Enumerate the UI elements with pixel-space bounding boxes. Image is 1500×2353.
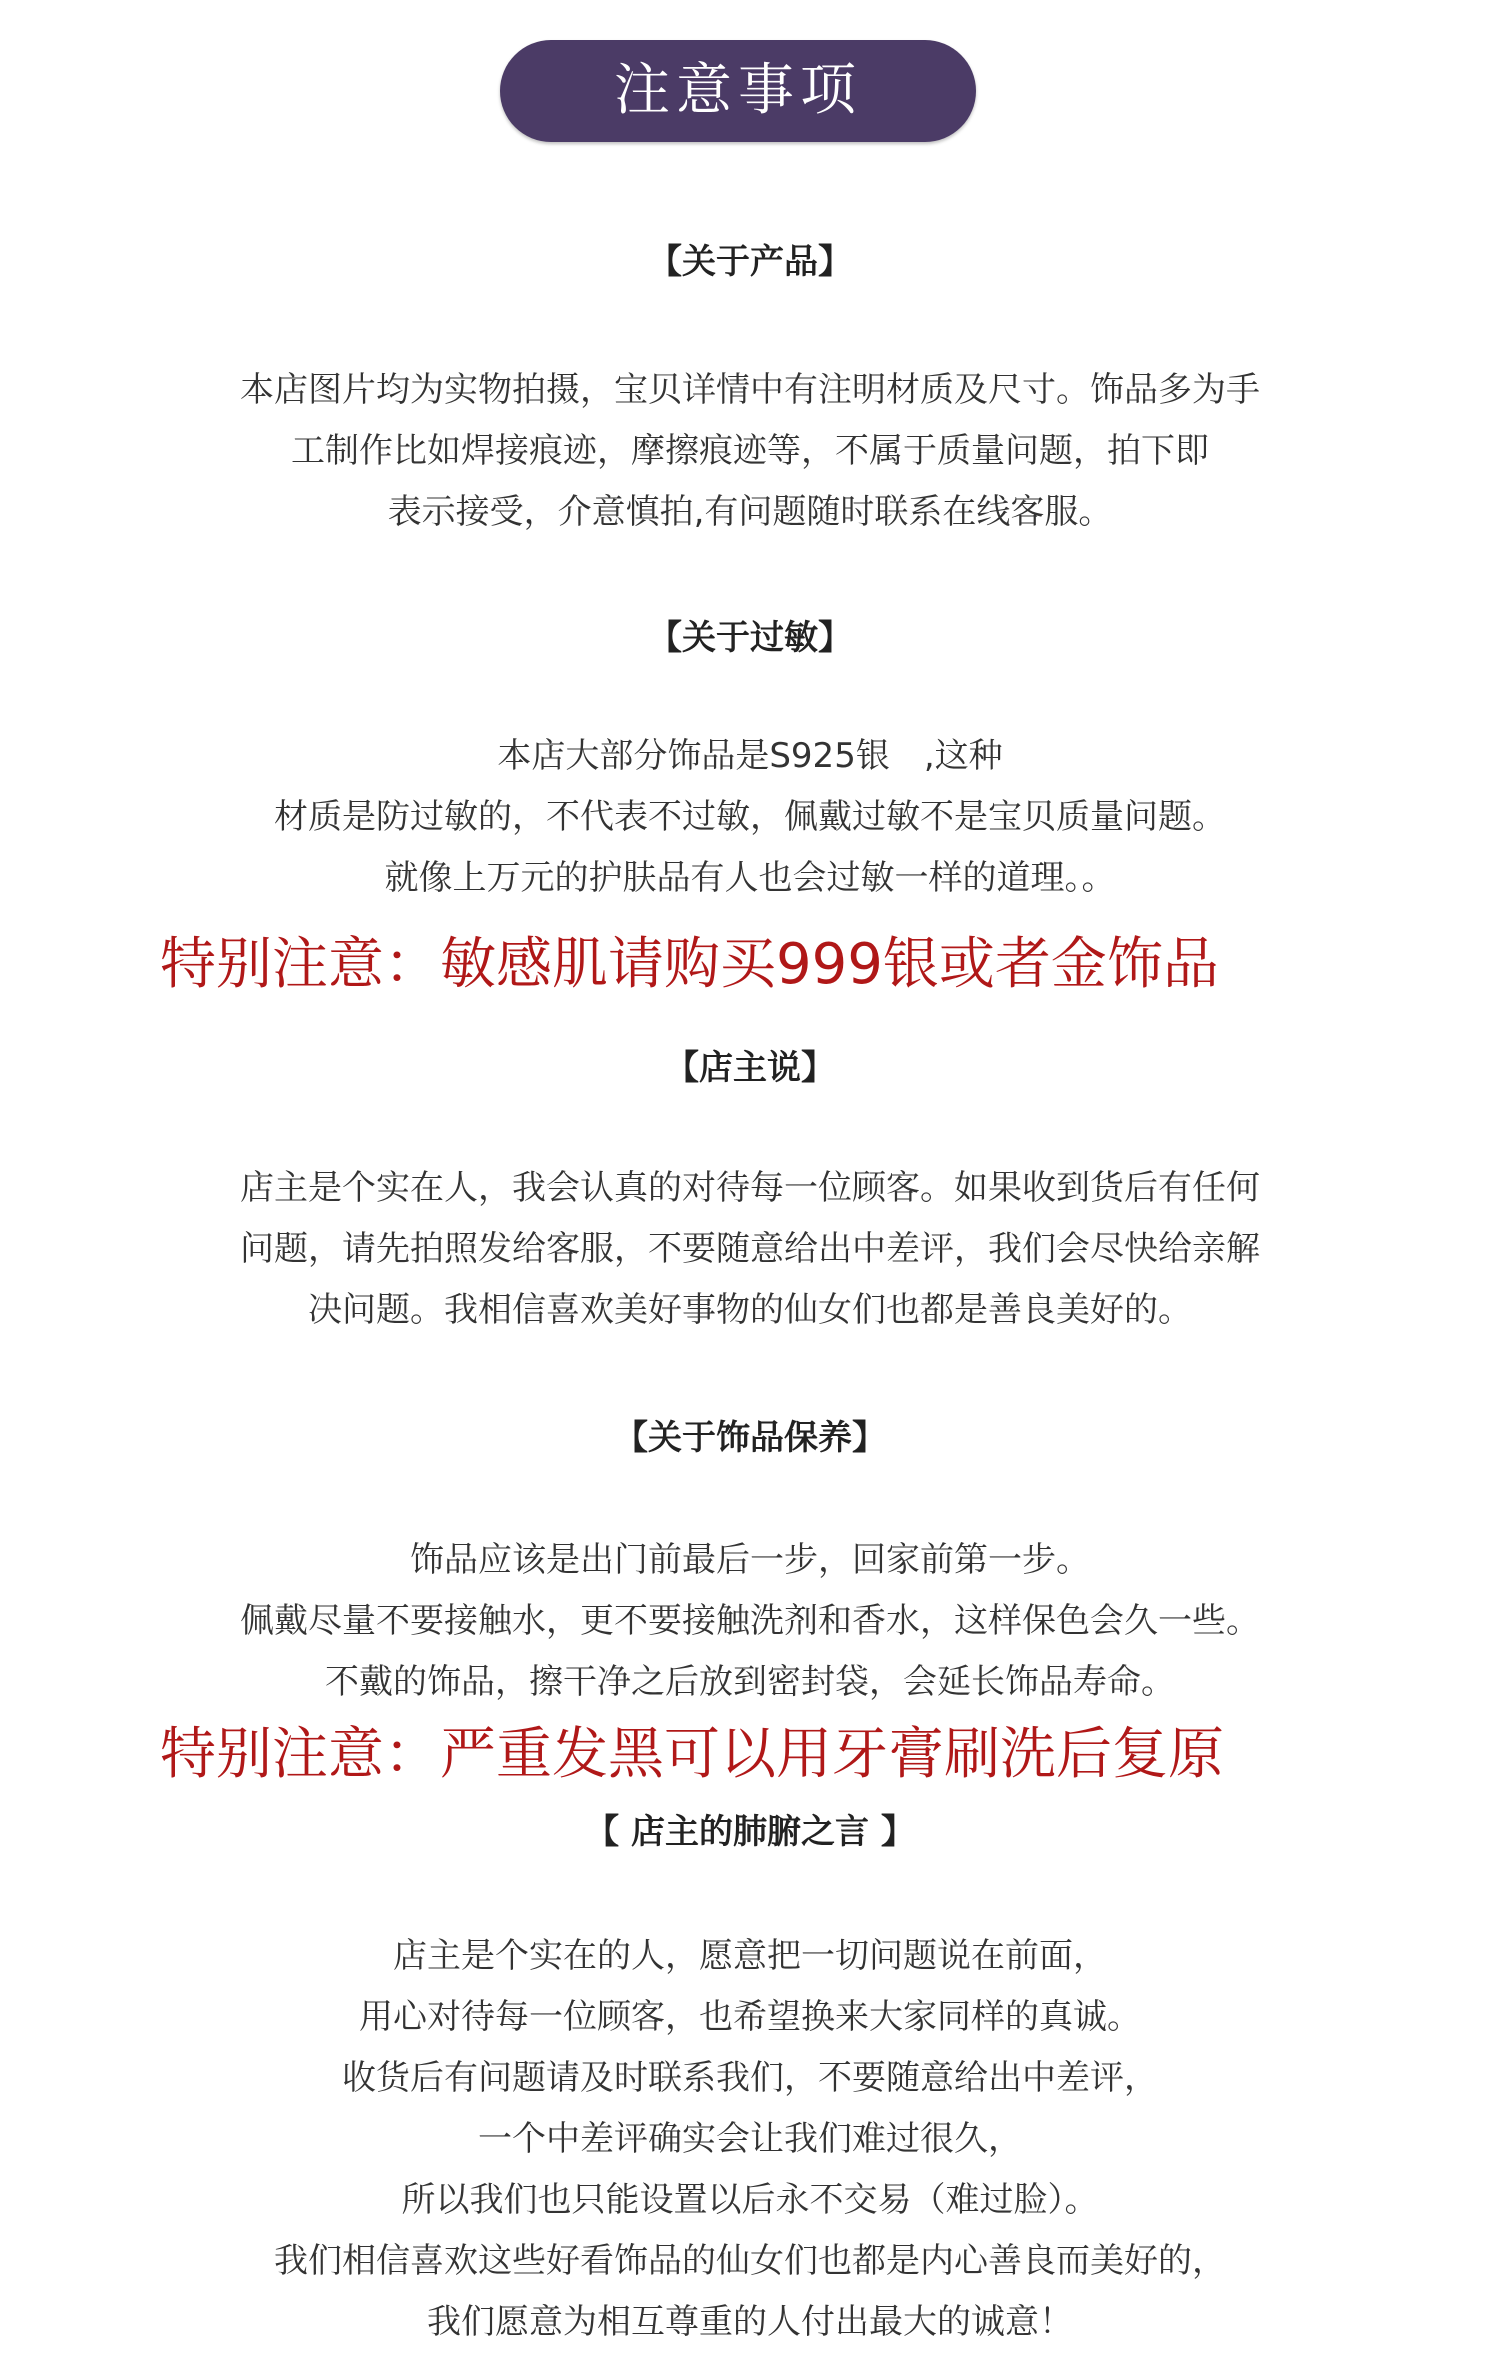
text-line: 表示接受，介意慎拍,有问题随时联系在线客服。 xyxy=(387,492,1113,532)
section-text-allergy xyxy=(100,726,1400,909)
text-line: 收货后有问题请及时联系我们，不要随意给出中差评， xyxy=(342,2058,1158,2098)
text-line: 本店大部分饰品是S925银 ,这种 xyxy=(497,736,1003,776)
text-line: 我们相信喜欢这些好看饰品的仙女们也都是内心善良而美好的， xyxy=(274,2241,1226,2281)
section-heading-product: 【关于产品】 xyxy=(648,242,852,282)
text-line: 本店图片均为实物拍摄，宝贝详情中有注明材质及尺寸。饰品多为手 xyxy=(240,370,1260,410)
text-line: 不戴的饰品，擦干净之后放到密封袋，会延长饰品寿命。 xyxy=(325,1662,1175,1702)
text-line: 问题，请先拍照发给客服，不要随意给出中差评，我们会尽快给亲解 xyxy=(240,1229,1260,1269)
section-heading-heart: 【 店主的肺腑之言 】 xyxy=(585,1812,915,1852)
section-text-owner xyxy=(100,1158,1400,1341)
text-line: 工制作比如焊接痕迹，摩擦痕迹等，不属于质量问题，拍下即 xyxy=(291,431,1209,471)
text-line: 饰品应该是出门前最后一步，回家前第一步。 xyxy=(410,1540,1090,1580)
text-line: 店主是个实在的人，愿意把一切问题说在前面， xyxy=(393,1936,1107,1976)
text-line: 用心对待每一位顾客，也希望换来大家同样的真诚。 xyxy=(359,1997,1141,2037)
section-text-heart xyxy=(100,1926,1400,2353)
text-line: 就像上万元的护肤品有人也会过敏一样的道理。。 xyxy=(384,858,1116,898)
text-line: 一个中差评确实会让我们难过很久， xyxy=(478,2119,1022,2159)
section-heading-care: 【关于饰品保养】 xyxy=(614,1418,886,1458)
page-title: 注意事项 xyxy=(500,40,976,142)
text-line: 所以我们也只能设置以后永不交易（难过脸）。 xyxy=(401,2180,1099,2220)
section-heading-owner: 【店主说】 xyxy=(665,1048,835,1088)
section-heading-allergy: 【关于过敏】 xyxy=(648,618,852,658)
text-line: 我们愿意为相互尊重的人付出最大的诚意！ xyxy=(427,2302,1073,2342)
notice-allergy: 特别注意：敏感肌请购买999银或者金饰品 xyxy=(160,932,1219,997)
text-line: 决问题。我相信喜欢美好事物的仙女们也都是善良美好的。 xyxy=(308,1290,1192,1330)
section-text-care xyxy=(100,1530,1400,1713)
text-line: 佩戴尽量不要接触水，更不要接触洗剂和香水，这样保色会久一些。 xyxy=(240,1601,1260,1641)
section-text-product xyxy=(100,360,1400,543)
text-line: 店主是个实在人，我会认真的对待每一位顾客。如果收到货后有任何 xyxy=(240,1168,1260,1208)
text-line: 材质是防过敏的，不代表不过敏，佩戴过敏不是宝贝质量问题。 xyxy=(274,797,1226,837)
notice-care: 特别注意：严重发黑可以用牙膏刷洗后复原 xyxy=(160,1722,1224,1787)
